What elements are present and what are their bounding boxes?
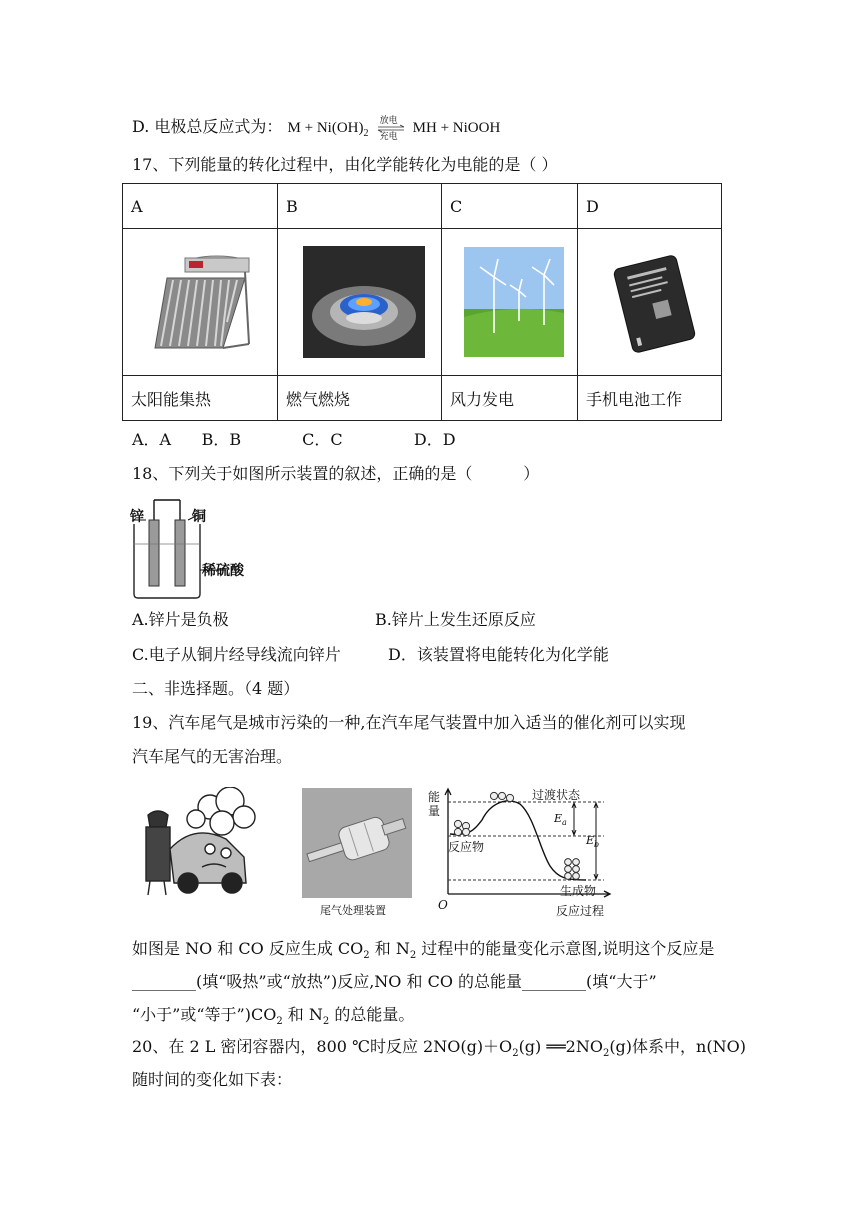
question-18-option-c: C.电子从铜片经导线流向锌片	[132, 645, 341, 664]
image-cell-a	[123, 229, 278, 376]
question-19-paragraph-line-2: ________(填“吸热”或“放热”)反应,NO 和 CO 的总能量________(填“大于”	[132, 972, 657, 991]
section-2-heading: 二、非选择题。（4 题）	[132, 679, 300, 698]
exhaust-device-caption: 尾气处理装置	[320, 904, 386, 917]
label-zinc: 锌	[130, 509, 144, 525]
ea-label: $E_a$	[554, 812, 567, 828]
table-header-a: A	[123, 184, 278, 229]
transition-state-label: 过渡状态	[532, 788, 581, 802]
question-18-option-b: B.锌片上发生还原反应	[375, 610, 536, 629]
polluting-car-cartoon	[134, 787, 262, 899]
image-cell-b	[278, 229, 442, 376]
label-copper: 铜	[192, 509, 206, 525]
table-header-c: C	[442, 184, 578, 229]
question-18-option-d: D．该装置将电能转化为化学能	[388, 645, 609, 664]
question-19-paragraph-line-1: 如图是 NO 和 CO 反应生成 $CO_2$ 和 $N_2$ 过程中的能量变化示意图,说明这个反应是	[132, 939, 715, 962]
question-17-stem: 17、下列能量的转化过程中，由化学能转化为电能的是（ ）	[132, 155, 558, 174]
origin-label: O	[438, 898, 448, 912]
equation-lhs: $M + Ni(OH)_2$	[287, 120, 369, 139]
energy-profile-diagram	[426, 786, 616, 918]
question-18-stem: 18、下列关于如图所示装置的叙述，正确的是（ ）	[132, 464, 540, 483]
table-header-d: D	[578, 184, 722, 229]
phone-battery-image	[604, 247, 704, 357]
question-20-line-2: 随时间的变化如下表：	[132, 1070, 293, 1089]
question-19-line-2: 汽车尾气的无害治理。	[132, 747, 293, 766]
products-label: 生成物	[560, 884, 597, 898]
reversible-arrow: 放电 充电	[374, 117, 408, 139]
image-cell-d	[578, 229, 722, 376]
caption-c: 风力发电	[442, 376, 578, 421]
option-d-prefix: D. 电极总反应式为：	[132, 117, 283, 136]
caption-a: 太阳能集热	[123, 376, 278, 421]
question-18-option-a: A.锌片是负极	[132, 610, 229, 629]
wind-turbines-image	[464, 247, 564, 357]
table-header-b: B	[278, 184, 442, 229]
image-cell-c	[442, 229, 578, 376]
label-dilute-sulfuric-acid: 稀硫酸	[202, 563, 244, 579]
y-axis-label: 能量	[428, 790, 441, 818]
option-d-electrode-line	[132, 116, 500, 145]
caption-d: 手机电池工作	[578, 376, 722, 421]
x-axis-label: 反应过程	[556, 904, 605, 918]
question-19-paragraph-line-3: “小于”或“等于$”)CO_2$ 和 $N_2$ 的总能量。	[132, 1005, 415, 1028]
question-19-line-1: 19、汽车尾气是城市污染的一种,在汽车尾气装置中加入适当的催化剂可以实现	[132, 713, 686, 732]
caption-b: 燃气燃烧	[278, 376, 442, 421]
solar-water-heater-image	[149, 252, 259, 352]
question-17-choices: A．A B．B C．C D．D	[132, 430, 456, 449]
galvanic-cell-diagram	[130, 496, 260, 600]
gas-burner-image	[303, 246, 425, 358]
eb-label: $E_b$	[586, 834, 600, 850]
question-20-line-1: 20、在 2 L 密闭容器内，800 ℃时反应 $2NO(g)+O_2(g)$ $══2NO_2(g)$体系中，n(NO)	[132, 1037, 746, 1060]
equation-rhs: MH + NiOOH	[412, 120, 501, 136]
question-17-table	[122, 183, 722, 421]
exhaust-treatment-device-image	[302, 788, 412, 898]
reactants-label: 反应物	[448, 840, 485, 854]
